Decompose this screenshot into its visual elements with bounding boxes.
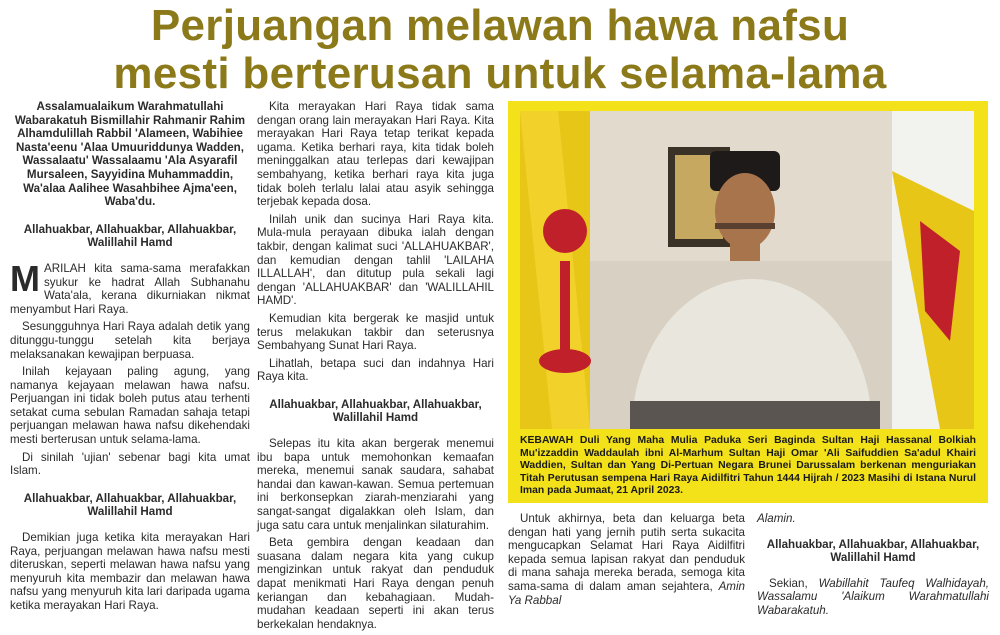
photo-caption: KEBAWAH Duli Yang Maha Mulia Paduka Seri Baginda Sultan Haji Hassanal Bolkiah Mu'izzaddin Waddaulah ibni Al-Marhum Sultan Haji Omar 'Ali Saifuddien Sa'adul Khairi Waddien, Sultan dan Yang Di-Pertuan Negara Brunei Darussalam berkenan menguriakan Titah Perutusan sempena Hari Raya Aidilfitri Tahun 1444 Hijrah / 2023 Masihi di Istana Nurul Iman pada Jumaat, 21 April 2023. bbox=[520, 435, 976, 497]
paragraph: Demikian juga ketika kita merayakan Hari Raya, perjuangan melawan hawa nafsu mesti diteruskan, seperti melawan hawa nafsu yang menyuruh kita membazir dan melawan hawa nafsu yang menyuruh kita lari daripada ugama ketika merayakan Hari Raya. bbox=[10, 531, 250, 612]
column-2 bbox=[257, 100, 494, 635]
paragraph: Di sinilah 'ujian' sebenar bagi kita umat Islam. bbox=[10, 450, 250, 478]
paragraph-text: ARILAH kita sama-sama merafakkan syukur ke hadrat Allah Subhanahu Wata'ala, kerana dikurniakan nikmat menyambut Hari Raya. bbox=[10, 261, 250, 316]
paragraph-text: Untuk akhirnya, beta dan keluarga beta dengan hati yang jernih putih serta sukacita mengucapkan Selamat Hari Raya Aidilfitri kepada semua lapisan rakyat dan penduduk di mana sahaja mereka berada, semoga kita sama-sama di dalam aman sejahtera, bbox=[508, 512, 745, 593]
amin-end: Alamin. bbox=[757, 512, 796, 525]
headline-line-2: mesti berterusan untuk selama-lama bbox=[113, 49, 887, 98]
column-4 bbox=[757, 512, 989, 622]
paragraph-italic: Amin Ya Rabbal bbox=[508, 579, 745, 607]
sultan-photo bbox=[520, 111, 974, 429]
closing bbox=[757, 577, 989, 618]
column-1 bbox=[10, 100, 250, 617]
paragraph: Kemudian kita bergerak ke masjid untuk terus melakukan takbir dan seterusnya Sembahyang Sunat Hari Raya. bbox=[257, 311, 494, 353]
takbir-heading: Allahuakbar, Allahuakbar, Allahuakbar, Walillahil Hamd bbox=[23, 222, 237, 250]
greeting: Assalamualaikum Warahmatullahi Wabarakatuh Bismillahir Rahmanir Rahim Alhamdulillah Rabbil 'Alameen, Wabihiee Nasta'eenu 'Alaa Umuuriddunya Wadden, Wassalaatu' Wassalaamu 'Ala Asyarafil Mursaleen, Sayyidina Muhammaddin, Wa'alaa Aalihee Wasahbihee Ajma'een, Waba'du. bbox=[14, 100, 246, 209]
headline bbox=[0, 2, 1000, 98]
headline-line-1: Perjuangan melawan hawa nafsu bbox=[150, 1, 850, 50]
closing-prefix: Sekian, bbox=[769, 576, 808, 590]
paragraph: Inilah kejayaan paling agung, yang namanya kejayaan melawan hawa nafsu. Perjuangan ini tidak boleh putus atau terhenti setakat cuma sebulan Ramadan sahaja tetapi perjuangan melawan hawa nafsu dikehendaki mesti berterusan untuk selama-lama. bbox=[10, 365, 250, 447]
paragraph: Selepas itu kita akan bergerak menemui ibu bapa untuk memohonkan kemaafan mereka, menemui sanak saudara, sahabat handai dan kawan-kawan. Semua pertemuan ini berkonsepkan ziarah-menziarahi yang sangat-sangat digalakkan oleh Islam, dan juga satu cara untuk menjalinkan silaturahim. bbox=[257, 437, 494, 532]
photo-frame bbox=[508, 101, 988, 503]
takbir-heading: Allahuakbar, Allahuakbar, Allahuakbar, Walillahil Hamd bbox=[766, 537, 980, 565]
paragraph: Lihatlah, betapa suci dan indahnya Hari Raya kita. bbox=[257, 356, 494, 384]
closing-italic: Wabillahit Taufeq Walhidayah, Wassalamu 'Alaikum Warahmatullahi Wabarakatuh. bbox=[757, 576, 989, 617]
paragraph: Sesungguhnya Hari Raya adalah detik yang ditunggu-tunggu setelah kita berjaya melaksanakan kewajipan berpuasa. bbox=[10, 320, 250, 361]
takbir-heading: Allahuakbar, Allahuakbar, Allahuakbar, Walillahil Hamd bbox=[269, 397, 482, 425]
paragraph bbox=[508, 512, 745, 607]
photo-illustration bbox=[520, 111, 974, 429]
paragraph: Kita merayakan Hari Raya tidak sama dengan orang lain merayakan Hari Raya. Kita merayakan Hari Raya tetap terikat kepada ugama. Ketika berhari raya, kita tidak boleh meninggalkan atau terlepas dari kewajipan sembahyang, ketika berhari raya kita juga tidak boleh terlalu lalai atau asyik sehingga terjebak kepada dosa. bbox=[257, 100, 494, 209]
column-3 bbox=[508, 512, 745, 611]
paragraph: Inilah unik dan sucinya Hari Raya kita. Mula-mula perayaan dibuka ialah dengan takbir, dengan kalimat suci 'ALLAHUAKBAR', dan kemudian dengan tahlil 'LAILAHA ILLALLAH', dan ditutup pula sekali lagi dengan 'ALLAHUAKBAR' dan 'WALILLAHIL HAMD'. bbox=[257, 212, 494, 308]
takbir-heading: Allahuakbar, Allahuakbar, Allahuakbar, Walillahil Hamd bbox=[23, 491, 237, 519]
paragraph: Beta gembira dengan keadaan dan suasana dalam negara kita yang cukup mengizinkan untuk rakyat dan penduduk dapat menikmati Hari Raya dengan penuh keriangan dan kebahagiaan. Mudah-mudahan keadaan seperti ini akan terus berkekalan hendaknya. bbox=[257, 536, 494, 631]
drop-cap: M bbox=[10, 257, 40, 299]
paragraph bbox=[10, 257, 250, 316]
